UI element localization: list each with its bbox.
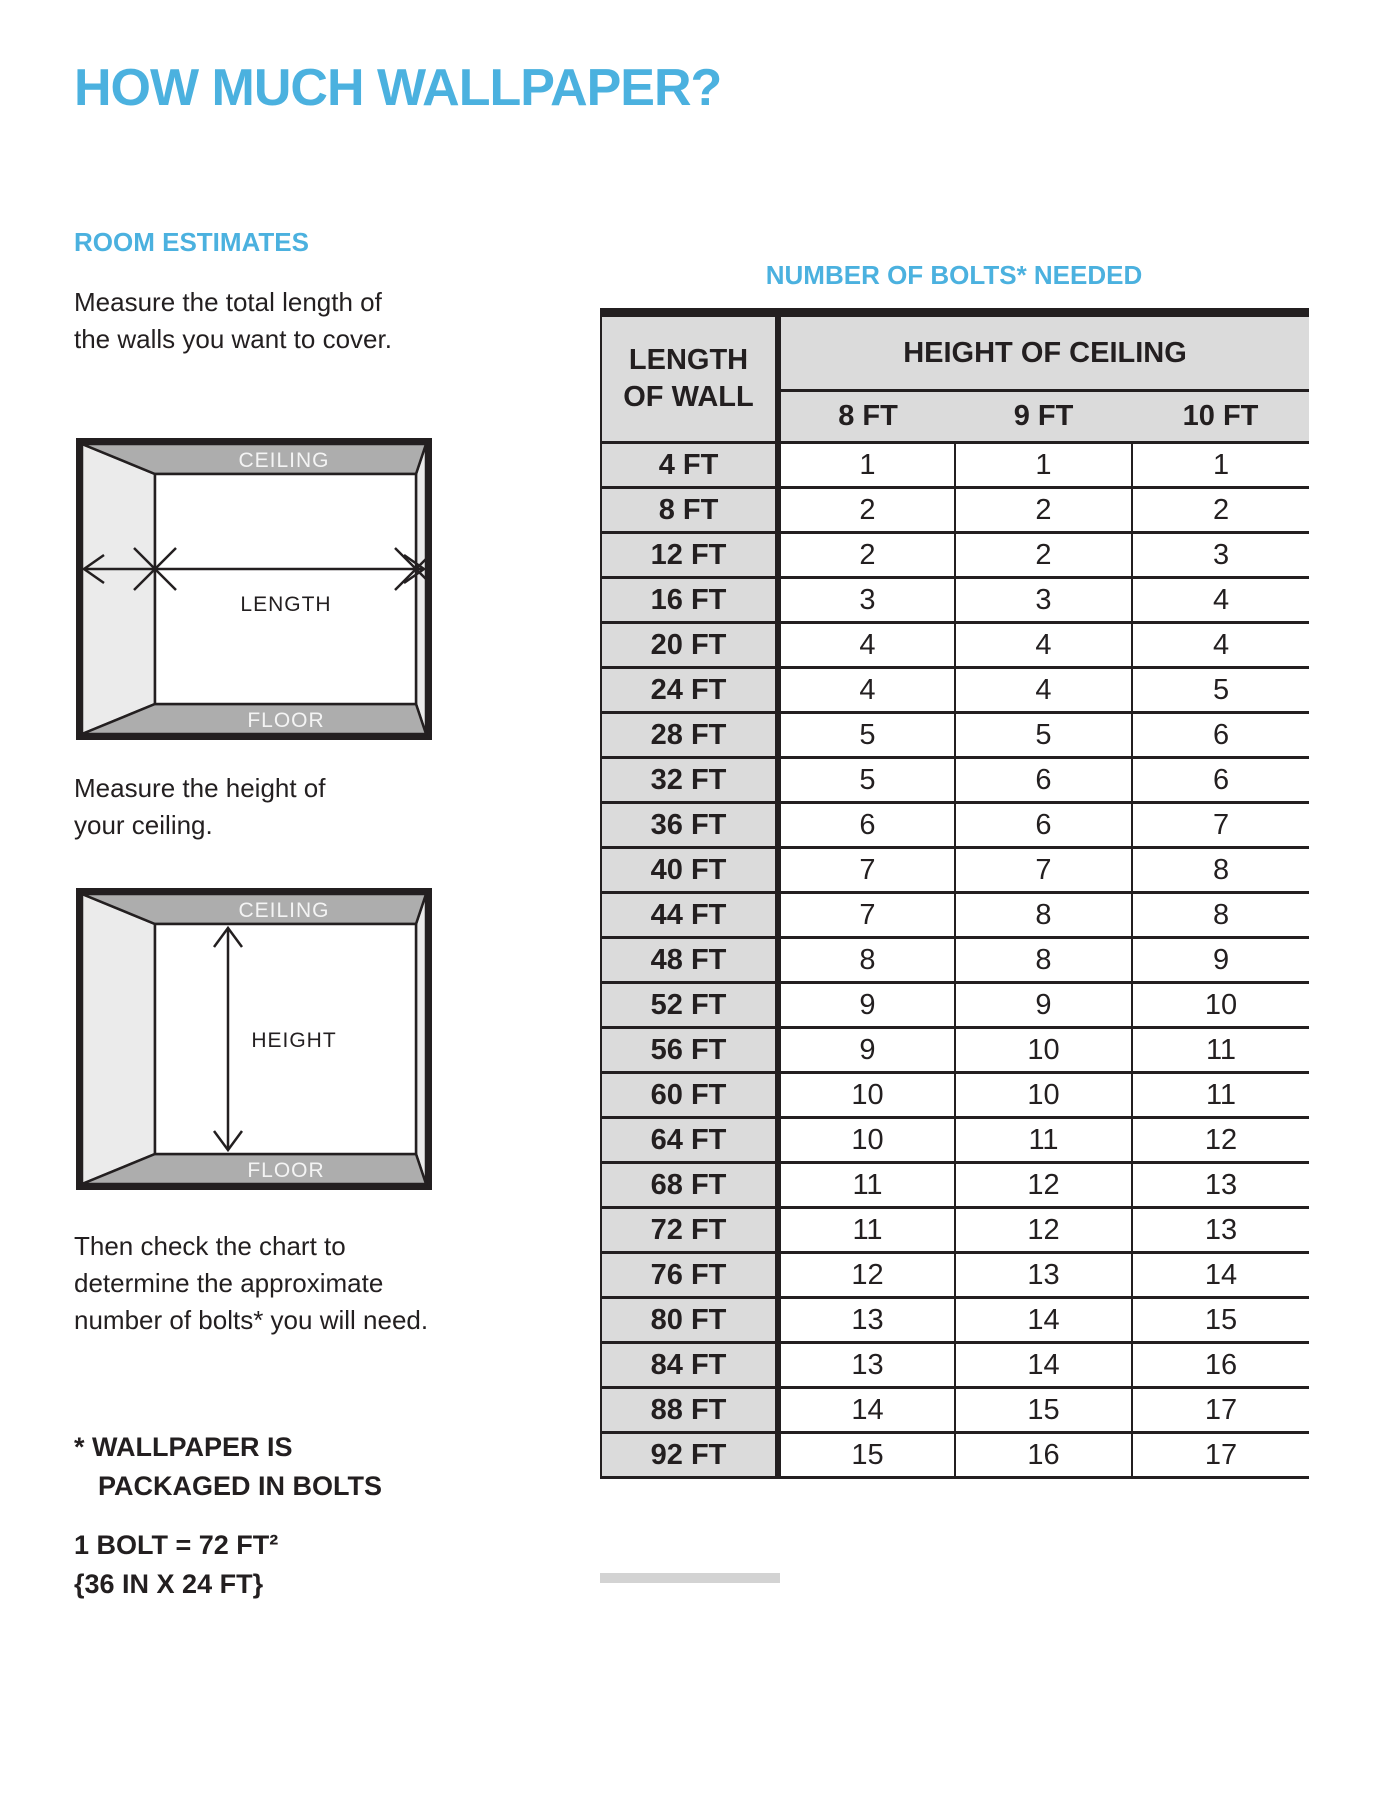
bolt-count-cell: 4 [955, 668, 1132, 713]
left-wall [82, 444, 155, 734]
table-row [601, 488, 1309, 533]
length-header-line2: OF WALL [623, 381, 754, 413]
bolt-count-cell: 14 [778, 1388, 955, 1433]
bolt-count-cell: 15 [955, 1388, 1132, 1433]
ceiling-label: CEILING [238, 899, 330, 922]
table-row [601, 1028, 1309, 1073]
bolt-count-cell: 9 [778, 983, 955, 1028]
bolt-count-cell: 13 [955, 1253, 1132, 1298]
step3-line1: Then check the chart to [74, 1231, 346, 1261]
floor-label: FLOOR [247, 709, 325, 732]
table-row [601, 1298, 1309, 1343]
table-row [601, 1208, 1309, 1253]
bolt-count-cell: 10 [778, 1073, 955, 1118]
wall-length-label: 84 FT [601, 1343, 778, 1388]
bolt-count-cell: 3 [1132, 533, 1309, 578]
room-estimates-heading: ROOM ESTIMATES [74, 227, 309, 257]
floor-label: FLOOR [247, 1159, 325, 1182]
table-row [601, 803, 1309, 848]
bolt-count-cell: 13 [778, 1298, 955, 1343]
wall-length-label: 24 FT [601, 668, 778, 713]
bolt-size-info [74, 1526, 278, 1604]
bolts-footnote [74, 1428, 382, 1506]
wall-length-label: 76 FT [601, 1253, 778, 1298]
step2-instructions [74, 770, 326, 844]
length-header-line1: LENGTH [628, 344, 749, 376]
bolt-count-cell: 4 [778, 623, 955, 668]
bolt-count-cell: 3 [778, 578, 955, 623]
length-label: LENGTH [240, 593, 332, 616]
table-row [601, 668, 1309, 713]
column-header-10ft: 10 FT [1132, 391, 1309, 443]
bolt-count-cell: 1 [955, 443, 1132, 488]
bolt-count-cell: 5 [955, 713, 1132, 758]
table-row [601, 1343, 1309, 1388]
bolt-count-cell: 2 [778, 533, 955, 578]
step3-line3: number of bolts* you will need. [74, 1305, 429, 1335]
wall-length-label: 88 FT [601, 1388, 778, 1433]
bolt-count-cell: 4 [1132, 623, 1309, 668]
bolt-count-cell: 8 [955, 893, 1132, 938]
table-bottom-shadow [600, 1573, 780, 1583]
bolt-count-cell: 17 [1132, 1433, 1309, 1478]
wall-length-label: 48 FT [601, 938, 778, 983]
footnote-line2: PACKAGED IN BOLTS [98, 1471, 383, 1501]
bolt-count-cell: 4 [1132, 578, 1309, 623]
bolt-count-cell: 13 [778, 1343, 955, 1388]
step1-line2: the walls you want to cover. [74, 324, 392, 354]
bolt-count-cell: 8 [778, 938, 955, 983]
bolt-count-cell: 1 [1132, 443, 1309, 488]
wall-length-label: 28 FT [601, 713, 778, 758]
bolt-count-cell: 9 [778, 1028, 955, 1073]
footnote-line1: * WALLPAPER IS [74, 1432, 293, 1462]
bolt-count-cell: 9 [955, 983, 1132, 1028]
bolt-count-cell: 8 [1132, 848, 1309, 893]
bolt-count-cell: 4 [778, 668, 955, 713]
room-height-diagram [76, 888, 432, 1190]
wall-length-label: 36 FT [601, 803, 778, 848]
wall-length-label: 20 FT [601, 623, 778, 668]
table-row [601, 1253, 1309, 1298]
bolt-count-cell: 5 [1132, 668, 1309, 713]
column-header-9ft: 9 FT [955, 391, 1132, 443]
bolt-count-cell: 14 [955, 1343, 1132, 1388]
wall-length-label: 40 FT [601, 848, 778, 893]
wall-length-label: 80 FT [601, 1298, 778, 1343]
ceiling-label: CEILING [238, 449, 330, 472]
table-row [601, 893, 1309, 938]
bolt-count-cell: 6 [1132, 758, 1309, 803]
bolt-count-cell: 11 [1132, 1028, 1309, 1073]
bolt-count-cell: 6 [955, 803, 1132, 848]
table-row [601, 713, 1309, 758]
step2-line2: your ceiling. [74, 810, 213, 840]
back-wall [155, 474, 416, 704]
step2-line1: Measure the height of [74, 773, 326, 803]
table-row [601, 848, 1309, 893]
bolt-count-cell: 11 [778, 1208, 955, 1253]
wall-length-label: 92 FT [601, 1433, 778, 1478]
wall-length-label: 12 FT [601, 533, 778, 578]
bolt-count-cell: 7 [1132, 803, 1309, 848]
bolt-count-cell: 12 [778, 1253, 955, 1298]
bolt-count-cell: 5 [778, 758, 955, 803]
bolt-count-cell: 4 [955, 623, 1132, 668]
wall-length-label: 64 FT [601, 1118, 778, 1163]
bolt-count-cell: 15 [778, 1433, 955, 1478]
bolts-needed-table [600, 308, 1309, 1479]
wall-length-label: 8 FT [601, 488, 778, 533]
bolt-count-cell: 17 [1132, 1388, 1309, 1433]
bolt-count-cell: 14 [955, 1298, 1132, 1343]
bolt-count-cell: 8 [955, 938, 1132, 983]
bolt-count-cell: 7 [778, 893, 955, 938]
step3-line2: determine the approximate [74, 1268, 384, 1298]
bolt-count-cell: 6 [1132, 713, 1309, 758]
table-row [601, 983, 1309, 1028]
bolts-table-container [600, 308, 1309, 1479]
wall-length-label: 44 FT [601, 893, 778, 938]
bolt-count-cell: 11 [778, 1163, 955, 1208]
bolt-count-cell: 12 [955, 1163, 1132, 1208]
bolt-count-cell: 6 [955, 758, 1132, 803]
column-header-8ft: 8 FT [778, 391, 955, 443]
table-row [601, 1163, 1309, 1208]
bolt-count-cell: 14 [1132, 1253, 1309, 1298]
table-row [601, 623, 1309, 668]
right-wall [416, 444, 426, 734]
bolt-count-cell: 3 [955, 578, 1132, 623]
bolt-count-cell: 10 [955, 1028, 1132, 1073]
wall-length-label: 60 FT [601, 1073, 778, 1118]
bolt-count-cell: 15 [1132, 1298, 1309, 1343]
bolt-count-cell: 10 [955, 1073, 1132, 1118]
bolt-count-cell: 12 [955, 1208, 1132, 1253]
bolt-count-cell: 2 [955, 488, 1132, 533]
bolt-count-cell: 1 [778, 443, 955, 488]
table-caption: NUMBER OF BOLTS* NEEDED [765, 260, 1143, 290]
height-of-ceiling-header: HEIGHT OF CEILING [778, 313, 1309, 391]
table-row [601, 758, 1309, 803]
wall-length-label: 32 FT [601, 758, 778, 803]
wall-length-label: 16 FT [601, 578, 778, 623]
bolt-count-cell: 2 [778, 488, 955, 533]
left-wall [82, 894, 155, 1184]
bolt-count-cell: 10 [1132, 983, 1309, 1028]
table-row [601, 533, 1309, 578]
bolt-count-cell: 10 [778, 1118, 955, 1163]
room-length-diagram [76, 438, 432, 740]
wall-length-label: 4 FT [601, 443, 778, 488]
wall-length-label: 52 FT [601, 983, 778, 1028]
bolt-count-cell: 5 [778, 713, 955, 758]
bolt-count-cell: 12 [1132, 1118, 1309, 1163]
bolt-size-line1: 1 BOLT = 72 FT² [74, 1530, 279, 1560]
bolt-count-cell: 11 [1132, 1073, 1309, 1118]
bolt-count-cell: 13 [1132, 1163, 1309, 1208]
table-row [601, 1433, 1309, 1478]
bolt-count-cell: 7 [955, 848, 1132, 893]
bolt-count-cell: 9 [1132, 938, 1309, 983]
bolt-count-cell: 7 [778, 848, 955, 893]
bolt-count-cell: 16 [1132, 1343, 1309, 1388]
height-label: HEIGHT [251, 1029, 337, 1052]
length-of-wall-header [601, 313, 778, 443]
bolt-count-cell: 2 [955, 533, 1132, 578]
table-row [601, 1073, 1309, 1118]
wall-length-label: 72 FT [601, 1208, 778, 1253]
right-wall [416, 894, 426, 1184]
table-row [601, 938, 1309, 983]
table-row [601, 1118, 1309, 1163]
bolt-count-cell: 16 [955, 1433, 1132, 1478]
wall-length-label: 56 FT [601, 1028, 778, 1073]
step3-instructions [74, 1228, 428, 1339]
bolt-count-cell: 2 [1132, 488, 1309, 533]
bolt-count-cell: 11 [955, 1118, 1132, 1163]
table-row [601, 443, 1309, 488]
bolt-count-cell: 13 [1132, 1208, 1309, 1253]
table-row [601, 578, 1309, 623]
bolt-size-line2: {36 IN X 24 FT} [74, 1569, 264, 1599]
bolt-count-cell: 6 [778, 803, 955, 848]
page-title: HOW MUCH WALLPAPER? [74, 59, 722, 117]
wall-length-label: 68 FT [601, 1163, 778, 1208]
table-row [601, 1388, 1309, 1433]
bolt-count-cell: 8 [1132, 893, 1309, 938]
step1-instructions [74, 284, 392, 358]
step1-line1: Measure the total length of [74, 287, 382, 317]
